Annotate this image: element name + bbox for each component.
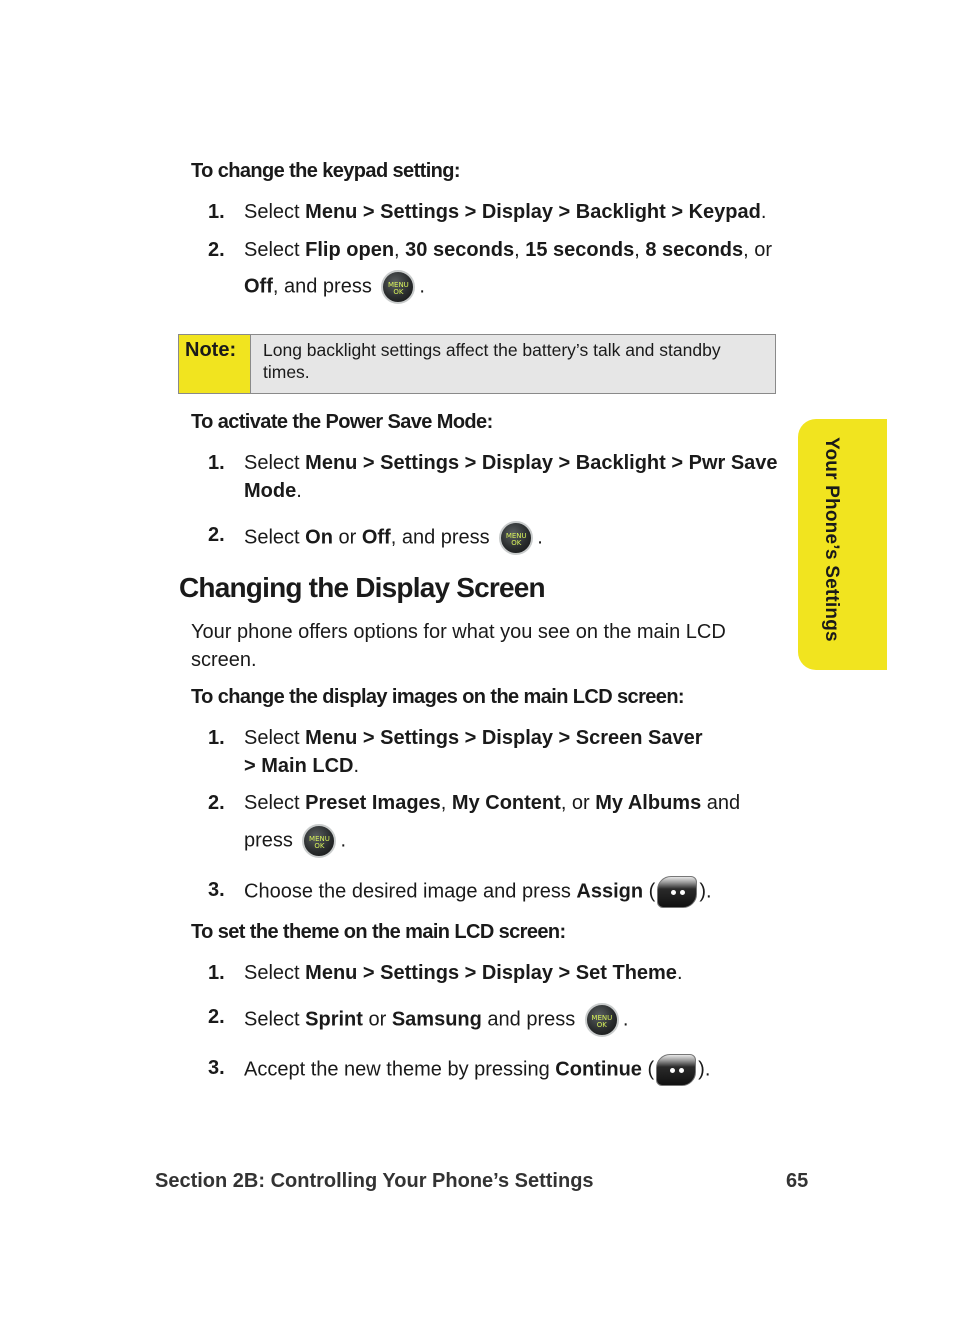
punct: , or	[743, 239, 773, 261]
step-number: 2.	[208, 792, 225, 814]
softkey-continue: Continue	[555, 1058, 642, 1081]
option-my-content: My Content	[451, 792, 561, 814]
step-text: and	[701, 792, 741, 814]
option-on: On	[305, 526, 333, 549]
punct: ).	[698, 1058, 711, 1081]
section-heading: Changing the Display Screen	[179, 572, 545, 603]
menu-path: > Main LCD	[244, 755, 354, 777]
menu-path: Menu > Settings > Display > Backlight > Pwr Save	[305, 452, 778, 474]
punct: .	[419, 275, 425, 298]
step-number: 2.	[208, 1006, 225, 1028]
punct: .	[340, 829, 347, 852]
step-text: Select	[244, 526, 306, 549]
option-flip-open: Flip open	[305, 239, 395, 261]
step-number: 2.	[208, 239, 225, 261]
menu-path: Menu > Settings > Display > Screen Saver	[305, 727, 703, 749]
step-text: or	[362, 1008, 392, 1031]
punct: .	[353, 755, 360, 777]
subhead-power-save: To activate the Power Save Mode:	[191, 411, 493, 433]
punct: (	[641, 1058, 655, 1081]
note-text: Long backlight settings affect the battery’s talk and standby times.	[263, 340, 721, 382]
option-off: Off	[244, 275, 273, 298]
step-text: Select	[244, 1008, 306, 1031]
menu-path: Mode	[244, 480, 297, 502]
option-off: Off	[361, 526, 391, 549]
option-preset-images: Preset Images	[305, 792, 441, 814]
softkey-icon	[656, 1054, 696, 1086]
softkey-assign: Assign	[576, 880, 644, 903]
step-text: Accept the new theme by pressing	[244, 1058, 556, 1081]
intro-paragraph: Your phone offers options for what you see on the main LCD screen.	[191, 621, 726, 671]
key-label: MENU	[309, 835, 330, 843]
key-label: OK	[511, 539, 522, 547]
softkey-icon	[657, 876, 697, 908]
note-label: Note:	[179, 335, 251, 393]
step-number: 2.	[208, 524, 225, 546]
punct: ,	[634, 239, 646, 261]
option-8-seconds: 8 seconds	[645, 239, 744, 261]
menu-ok-key-icon	[585, 1003, 619, 1037]
punct: .	[760, 201, 767, 223]
punct: ,	[394, 239, 406, 261]
step-number: 3.	[208, 1057, 225, 1079]
punct: (	[643, 880, 656, 903]
step-text: press	[244, 829, 293, 852]
step-number: 1.	[208, 962, 225, 984]
step-text: Select	[244, 201, 306, 223]
step-text: Select	[244, 962, 306, 984]
step-text: , and press	[390, 526, 490, 549]
punct: , or	[560, 792, 596, 814]
menu-ok-key-icon	[499, 521, 533, 555]
option-samsung: Samsung	[391, 1008, 482, 1031]
subhead-display-images: To change the display images on the main LCD screen:	[191, 686, 684, 708]
step-text: Select	[244, 727, 306, 749]
step-number: 3.	[208, 879, 225, 901]
option-sprint: Sprint	[305, 1008, 363, 1031]
subhead-theme: To set the theme on the main LCD screen:	[191, 921, 566, 943]
punct: ).	[699, 880, 712, 903]
key-label: OK	[314, 842, 325, 850]
step-number: 1.	[208, 201, 225, 223]
menu-path: Menu > Settings > Display > Backlight > Keypad	[305, 201, 761, 223]
step-number: 1.	[208, 727, 225, 749]
option-15-seconds: 15 seconds	[525, 239, 635, 261]
page-number: 65	[786, 1170, 809, 1192]
punct: .	[537, 526, 543, 549]
key-label: OK	[596, 1021, 607, 1029]
punct: .	[296, 480, 302, 502]
menu-ok-key-icon	[381, 270, 415, 304]
step-text: Select	[244, 452, 306, 474]
section-side-tab	[798, 419, 887, 670]
step-text: , and press	[272, 275, 372, 298]
punct: .	[622, 1008, 629, 1031]
punct: ,	[514, 239, 526, 261]
step-text: or	[332, 526, 362, 549]
menu-ok-key-icon	[302, 824, 336, 858]
key-label: OK	[393, 288, 404, 296]
step-text: Select	[244, 239, 306, 261]
side-tab-label: Your Phone’s Settings	[821, 437, 842, 642]
subhead-keypad: To change the keypad setting:	[191, 160, 460, 182]
key-label: MENU	[505, 532, 527, 540]
option-my-albums: My Albums	[595, 792, 702, 814]
punct: .	[676, 962, 683, 984]
step-text: and press	[481, 1008, 576, 1031]
note-box	[178, 334, 776, 394]
footer-section-title: Section 2B: Controlling Your Phone’s Settings	[155, 1170, 594, 1192]
step-text: Choose the desired image and press	[244, 880, 577, 903]
step-number: 1.	[208, 452, 225, 474]
menu-path: Menu > Settings > Display > Set Theme	[305, 962, 677, 984]
key-label: MENU	[591, 1014, 613, 1022]
option-30-seconds: 30 seconds	[405, 239, 515, 261]
key-label: MENU	[387, 281, 409, 289]
step-text: Select	[244, 792, 306, 814]
punct: ,	[440, 792, 452, 814]
